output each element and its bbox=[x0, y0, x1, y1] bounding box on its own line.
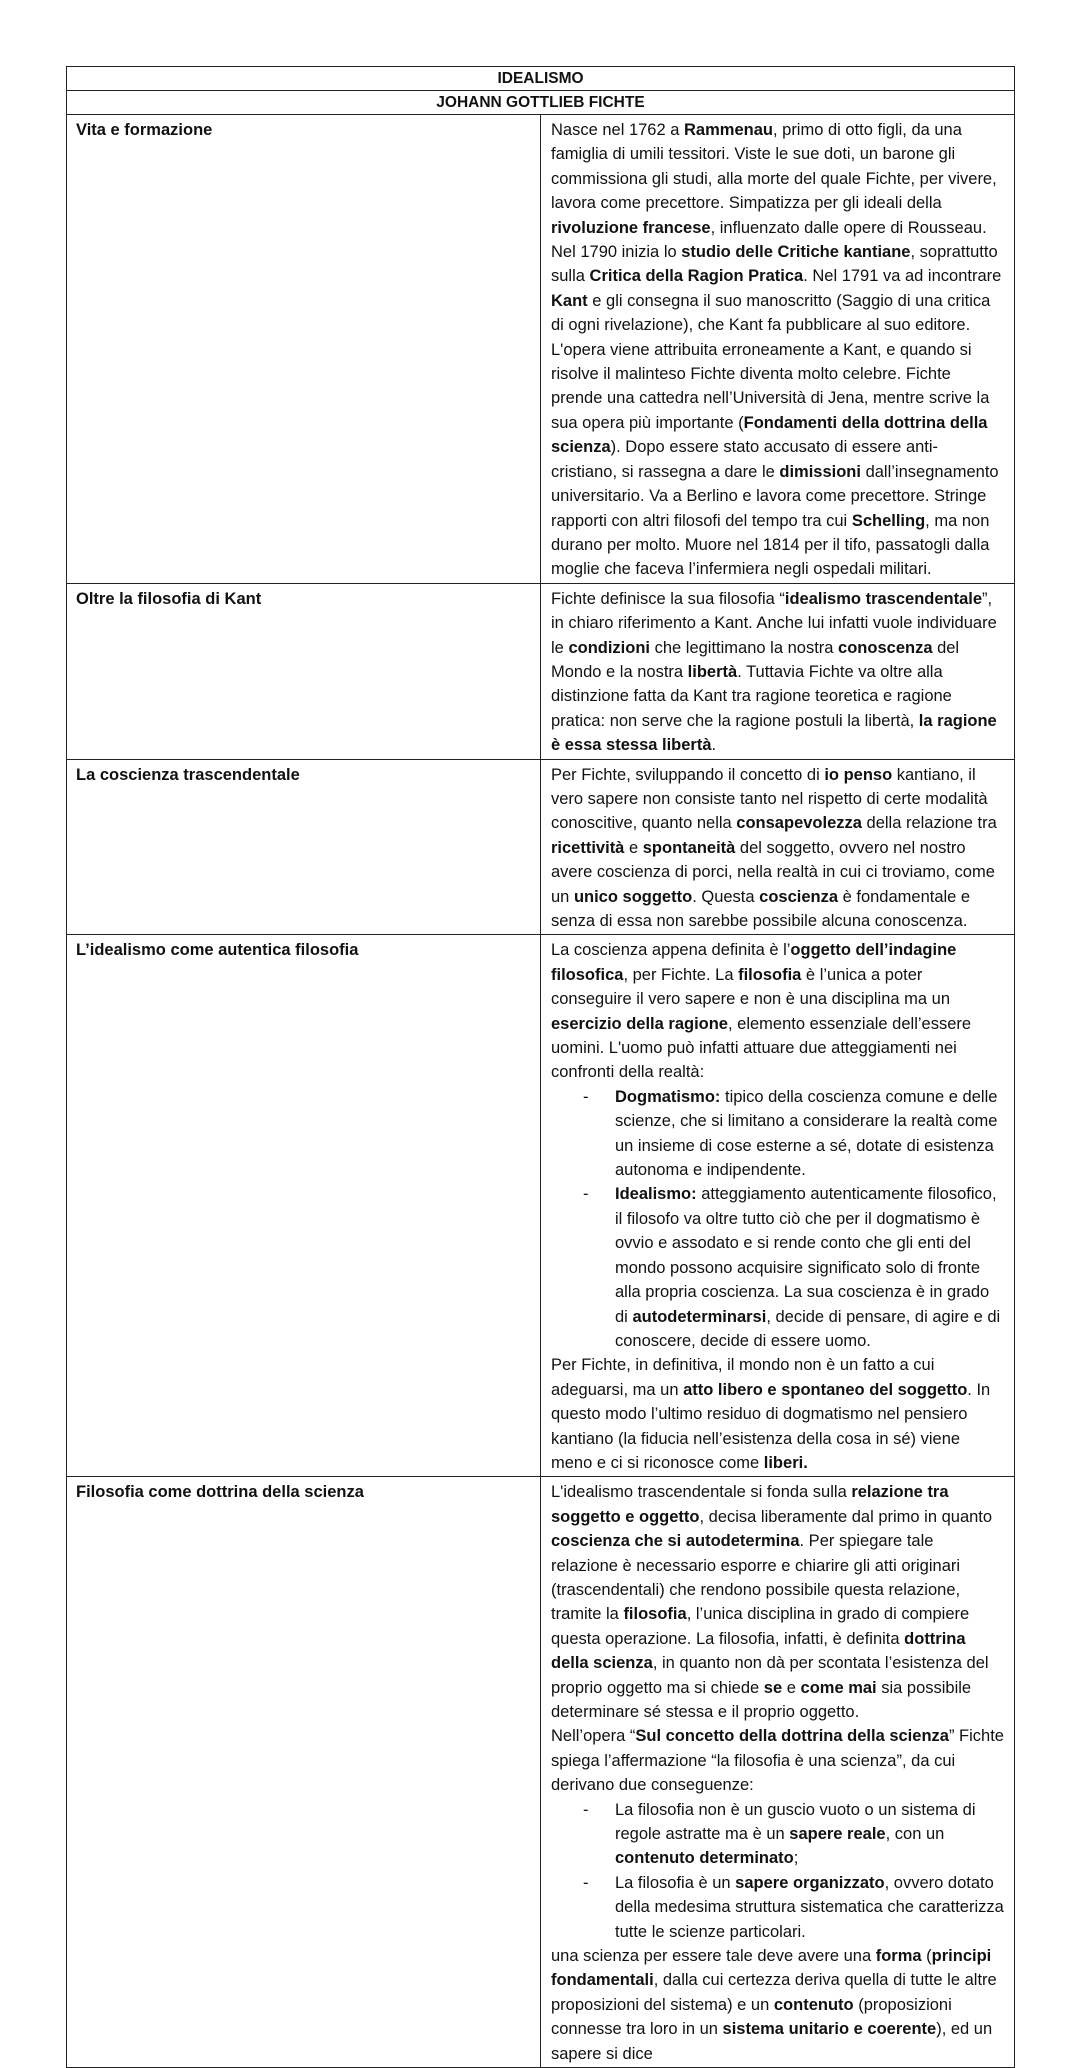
bold-text-run: consapevolezza bbox=[736, 814, 862, 833]
bold-text-run: relazione tra soggetto e oggetto bbox=[551, 1483, 949, 1526]
text-run: . Nel 1791 va ad incontrare bbox=[803, 267, 1002, 286]
bold-text-run: sistema unitario e coerente bbox=[722, 2020, 937, 2039]
notes-sheet bbox=[66, 66, 1015, 2068]
bold-text-run: condizioni bbox=[568, 638, 651, 657]
section-label: Oltre la filosofia di Kant bbox=[67, 583, 541, 759]
section-content bbox=[541, 583, 1015, 759]
bold-text-run: coscienza che si autodetermina bbox=[551, 1532, 800, 1551]
bold-text-run: esercizio della ragione bbox=[551, 1014, 728, 1033]
bold-text-run: io penso bbox=[824, 765, 893, 784]
text-run: dall’insegnamento universitario. Va a Berlino e lavora come precettore. Stringe rapporti con altri filosofi del tempo tra cui bbox=[551, 462, 999, 530]
text-run: , primo di otto figli, da una famiglia di umili tessitori. Viste le sue doti, un barone gli commissiona gli studi, alla morte del quale Fichte, per vivere, lavora come precettore. Simpatizza per gli ideali della bbox=[551, 121, 997, 213]
bullet-item bbox=[551, 1871, 1004, 1944]
section-label: La coscienza trascendentale bbox=[67, 759, 541, 935]
text-run: . Questa bbox=[692, 887, 760, 906]
bold-text-run: forma bbox=[875, 1947, 922, 1966]
paragraph bbox=[551, 1944, 1004, 2066]
bold-text-run: conoscenza bbox=[838, 638, 933, 657]
paragraph bbox=[551, 763, 1004, 934]
text-run: , per Fichte. La bbox=[623, 965, 739, 984]
text-run: , l’unica disciplina in grado di compiere questa operazione. La filosofia, infatti, è definita bbox=[551, 1605, 970, 1648]
text-run: è fondamentale e senza di essa non sarebbe possibile alcuna conoscenza. bbox=[551, 887, 971, 930]
title-row bbox=[67, 67, 1015, 91]
text-run: . Tuttavia Fichte va oltre alla distinzione fatta da Kant tra ragione teoretica e ragione pratica: non serve che la ragione postuli la libertà, bbox=[551, 662, 952, 730]
bold-text-run: dimissioni bbox=[779, 462, 861, 481]
section-row-vita-e-formazione bbox=[67, 115, 1015, 584]
paragraph bbox=[551, 587, 1004, 758]
paragraph bbox=[551, 1724, 1004, 1797]
bold-text-run: Critica della Ragion Pratica bbox=[589, 267, 804, 286]
bullet-item bbox=[551, 1798, 1004, 1871]
paragraph bbox=[551, 1480, 1004, 1724]
bold-text-run: libertà bbox=[687, 662, 738, 681]
text-run: e bbox=[782, 1678, 801, 1697]
text-run: Nasce nel 1762 a bbox=[551, 121, 685, 139]
text-run: , ovvero dotato della medesima struttura sistematica che caratterizza tutte le scienze particolari. bbox=[615, 1873, 1004, 1941]
text-run: ”, in chiaro riferimento a Kant. Anche lui infatti vuole individuare le bbox=[551, 589, 997, 657]
text-run: , dalla cui certezza deriva quella di tutte le altre proposizioni del sistema) e un bbox=[551, 1971, 997, 2014]
section-row-filosofia-come-dottrina-della-scienza bbox=[67, 1477, 1015, 2068]
text-run: ), ed un sapere si dice bbox=[551, 2020, 993, 2063]
bold-text-run: Fondamenti della dottrina della scienza bbox=[551, 413, 988, 457]
bold-text-run: la ragione è essa stessa libertà bbox=[551, 711, 997, 755]
text-run: , decide di pensare, di agire e di conoscere, decide di essere uomo. bbox=[615, 1307, 1001, 1350]
bold-text-run: dottrina della scienza bbox=[551, 1629, 966, 1673]
bold-text-run: Idealismo: bbox=[615, 1185, 697, 1204]
text-run: ). Dopo essere stato accusato di essere anti-cristiano, si rassegna a dare le bbox=[551, 438, 939, 481]
section-content bbox=[541, 759, 1015, 935]
bold-text-run: principi fondamentali bbox=[551, 1947, 992, 1990]
text-run: tipico della coscienza comune e delle scienze, che si limitano a considerare la realtà come un insieme di cose esterne a sé, dotate di esistenza autonoma e indipendente. bbox=[615, 1087, 998, 1180]
text-run: L'idealismo trascendentale si fonda sulla bbox=[551, 1483, 852, 1502]
text-run: una scienza per essere tale deve avere una bbox=[551, 1947, 876, 1966]
bold-text-run: spontaneità bbox=[642, 838, 736, 857]
bullet-item bbox=[551, 1085, 1004, 1183]
bold-text-run: Sul concetto della dottrina della scienza bbox=[635, 1727, 949, 1746]
bold-text-run: Dogmatismo: bbox=[615, 1087, 721, 1106]
text-run: . bbox=[711, 736, 717, 755]
bullet-list bbox=[551, 1798, 1004, 1944]
bold-text-run: come mai bbox=[800, 1678, 877, 1697]
text-run: del soggetto, ovvero nel nostro avere coscienza di porci, nella realtà in cui ci troviamo, come un bbox=[551, 838, 995, 906]
section-content bbox=[541, 1477, 1015, 2068]
text-run: . In questo modo l’ultimo residuo di dogmatismo nel pensiero kantiano (la fiducia nell’esistenza della cosa in sé) viene meno e ci si riconosce come bbox=[551, 1380, 991, 1472]
bold-text-run: idealismo trascendentale bbox=[784, 589, 983, 608]
bold-text-run: contenuto determinato bbox=[615, 1849, 794, 1868]
text-run: Fichte definisce la sua filosofia “ bbox=[551, 589, 785, 608]
text-run: , ma non durano per molto. Muore nel 1814 per il tifo, passatogli dalla moglie che faceva l’infermiera negli ospedali militari. bbox=[551, 511, 990, 579]
paragraph bbox=[551, 1353, 1004, 1475]
text-run: La filosofia è un bbox=[615, 1873, 736, 1892]
section-content bbox=[541, 115, 1015, 584]
text-run: del Mondo e la nostra bbox=[551, 638, 960, 681]
bold-text-run: studio delle Critiche kantiane bbox=[681, 243, 911, 262]
section-label: Filosofia come dottrina della scienza bbox=[67, 1477, 541, 2068]
text-run: ” Fichte spiega l’affermazione “la filosofia è una scienza”, da cui derivano due conseguenze: bbox=[551, 1727, 1004, 1795]
notes-table bbox=[66, 66, 1015, 2068]
paragraph bbox=[551, 118, 1004, 582]
section-row-oltre-la-filosofia-di-kant bbox=[67, 583, 1015, 759]
text-run: sia possibile determinare sé stessa e il proprio oggetto. bbox=[551, 1678, 972, 1721]
text-run: Per Fichte, in definitiva, il mondo non è un fatto a cui adeguarsi, ma un bbox=[551, 1356, 935, 1399]
text-run: della relazione tra bbox=[861, 814, 997, 833]
document-title: IDEALISMO bbox=[67, 67, 1015, 91]
bold-text-run: coscienza bbox=[759, 887, 839, 906]
paragraph bbox=[551, 938, 1004, 1084]
text-run: ( bbox=[921, 1947, 932, 1966]
bold-text-run: se bbox=[763, 1678, 783, 1697]
text-run: , decisa liberamente dal primo in quanto bbox=[699, 1507, 993, 1526]
text-run: ; bbox=[793, 1849, 799, 1868]
bold-text-run: oggetto dell’indagine filosofica bbox=[551, 941, 957, 984]
text-run: che legittimano la nostra bbox=[650, 638, 839, 657]
section-content bbox=[541, 935, 1015, 1477]
text-run: , elemento essenziale dell’essere uomini. L'uomo può infatti attuare due atteggiamenti nei confronti della realtà: bbox=[551, 1014, 972, 1082]
bullet-item bbox=[551, 1182, 1004, 1353]
text-run: e gli consegna il suo manoscritto (Saggio di una critica di ogni rivelazione), che Kant fa pubblicare al suo editore. L'opera viene attribuita erroneamente a Kant, e quando si risolve il malinteso Fichte diventa molto celebre. Fichte prende una cattedra nell’Università di Jena, mentre scrive la sua opera più importante ( bbox=[551, 291, 991, 432]
text-run: La coscienza appena definita è l’ bbox=[551, 941, 791, 960]
text-run: è l’unica a poter conseguire il vero sapere e non è una disciplina ma un bbox=[551, 965, 950, 1009]
text-run: . Per spiegare tale relazione è necessario esporre e chiarire gli atti originari (trascendentali) che rendono possibile questa relazione, tramite la bbox=[551, 1532, 961, 1624]
bold-text-run: ricettività bbox=[551, 838, 625, 857]
bold-text-run: Kant bbox=[551, 291, 588, 310]
bold-text-run: filosofia bbox=[623, 1605, 687, 1624]
text-run: La filosofia non è un guscio vuoto o un sistema di regole astratte ma è un bbox=[615, 1800, 976, 1844]
text-run: Nell’opera “ bbox=[551, 1727, 636, 1746]
bold-text-run: atto libero e spontaneo del soggetto bbox=[683, 1380, 968, 1399]
bullet-list bbox=[551, 1085, 1004, 1353]
bold-text-run: Schelling bbox=[851, 511, 926, 530]
section-label: Vita e formazione bbox=[67, 115, 541, 584]
bold-text-run: sapere organizzato bbox=[735, 1873, 885, 1892]
text-run: kantiano, il vero sapere non consiste tanto nel rispetto di certe modalità conoscitive, quanto nella bbox=[551, 765, 988, 833]
document-subtitle: JOHANN GOTTLIEB FICHTE bbox=[67, 91, 1015, 115]
bold-text-run: autodeterminarsi bbox=[632, 1307, 767, 1326]
text-run: , in quanto non dà per scontata l’esistenza del proprio oggetto ma si chiede bbox=[551, 1654, 989, 1697]
section-row-la-coscienza-trascendentale bbox=[67, 759, 1015, 935]
text-run: , influenzato dalle opere di Rousseau. Nel 1790 inizia lo bbox=[551, 218, 987, 262]
text-run: atteggiamento autenticamente filosofico, il filosofo va oltre tutto ciò che per il dogmatismo è ovvio e assodato e si rende conto che gli enti del mondo possono acquisire significato solo di fronte alla propria coscienza. La sua coscienza è in grado di bbox=[615, 1185, 997, 1326]
section-label: L’idealismo come autentica filosofia bbox=[67, 935, 541, 1477]
bold-text-run: filosofia bbox=[738, 965, 802, 984]
bold-text-run: sapere reale bbox=[789, 1825, 886, 1844]
bold-text-run: contenuto bbox=[773, 1995, 854, 2014]
bold-text-run: liberi. bbox=[763, 1453, 808, 1472]
bold-text-run: Rammenau bbox=[684, 121, 773, 139]
bold-text-run: unico soggetto bbox=[573, 887, 693, 906]
section-row-l-idealismo-come-autentica-filosofia bbox=[67, 935, 1015, 1477]
text-run: (proposizioni connesse tra loro in un bbox=[551, 1995, 952, 2039]
text-run: , soprattutto sulla bbox=[551, 243, 998, 286]
bold-text-run: rivoluzione francese bbox=[551, 218, 711, 237]
text-run: e bbox=[624, 838, 643, 857]
text-run: , con un bbox=[885, 1825, 945, 1844]
subtitle-row bbox=[67, 91, 1015, 115]
text-run: Per Fichte, sviluppando il concetto di bbox=[551, 765, 825, 784]
